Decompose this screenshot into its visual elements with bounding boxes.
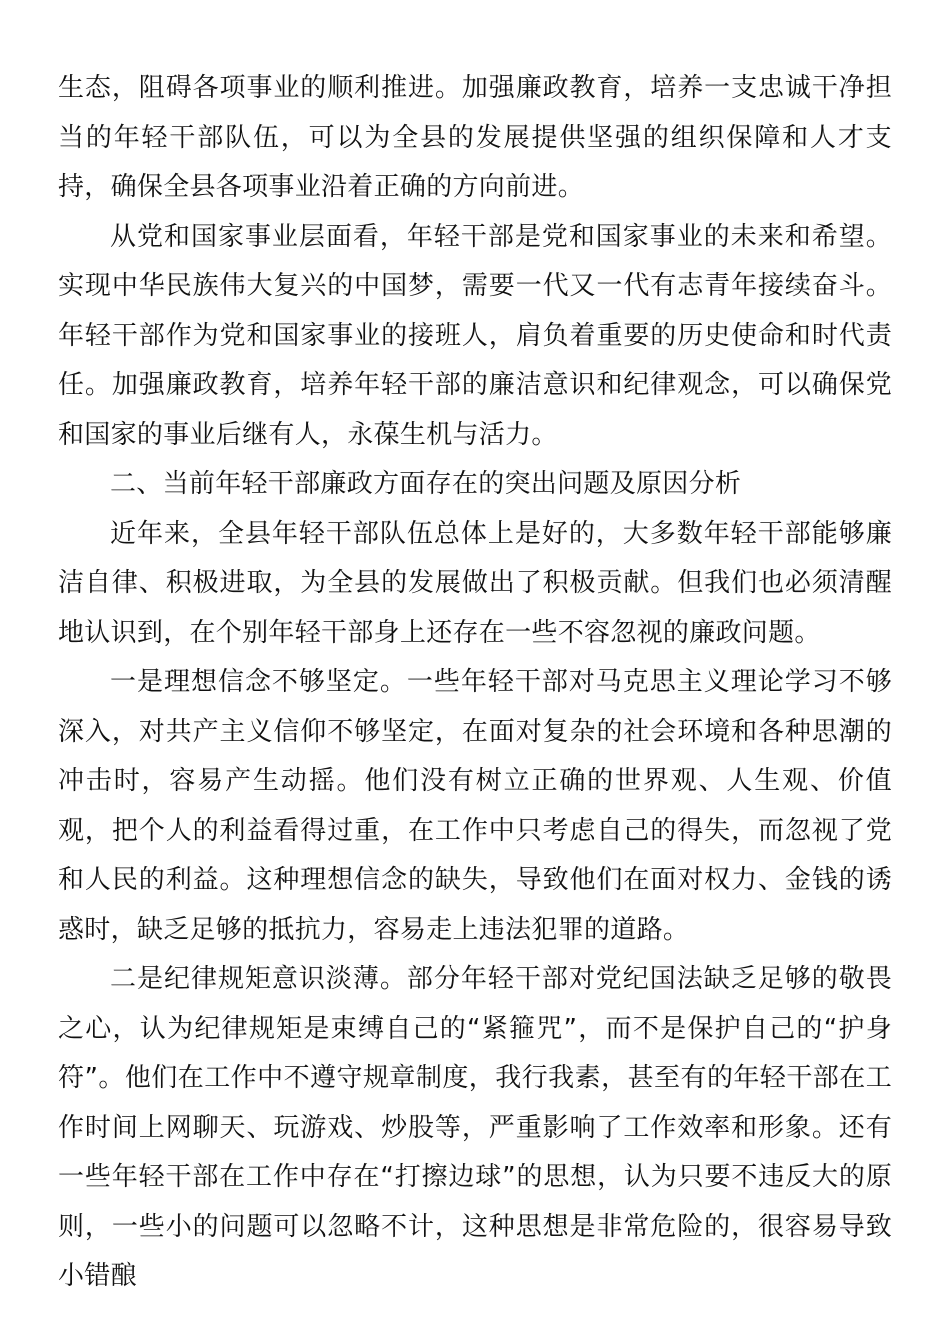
document-body <box>58 64 892 1302</box>
paragraph-discipline-awareness: 二是纪律规矩意识淡薄。部分年轻干部对党纪国法缺乏足够的敬畏之心，认为纪律规矩是束缚自己的“紧箍咒”，而不是保护自己的“护身符”。他们在工作中不遵守规章制度，我行我素，甚至有的年轻干部在工作时间上网聊天、玩游戏、炒股等，严重影响了工作效率和形象。还有一些年轻干部在工作中存在“打擦边球”的思想，认为只要不违反大的原则，一些小的问题可以忽略不计，这种思想是非常危险的，很容易导致小错酿 <box>58 964 892 1291</box>
paragraph-national-level: 从党和国家事业层面看，年轻干部是党和国家事业的未来和希望。实现中华民族伟大复兴的中国梦，需要一代又一代有志青年接续奋斗。年轻干部作为党和国家事业的接班人，肩负着重要的历史使命和时代责任。加强廉政教育，培养年轻干部的廉洁意识和纪律观念，可以确保党和国家的事业后继有人，永葆生机与活力。 <box>58 221 892 450</box>
paragraph-continuation: 生态，阻碍各项事业的顺利推进。加强廉政教育，培养一支忠诚干净担当的年轻干部队伍，可以为全县的发展提供坚强的组织保障和人才支持，确保全县各项事业沿着正确的方向前进。 <box>58 73 892 202</box>
paragraph-ideals-beliefs: 一是理想信念不够坚定。一些年轻干部对马克思主义理论学习不够深入，对共产主义信仰不够坚定，在面对复杂的社会环境和各种思潮的冲击时，容易产生动摇。他们没有树立正确的世界观、人生观、价值观，把个人的利益看得过重，在工作中只考虑自己的得失，而忽视了党和人民的利益。这种理想信念的缺失，导致他们在面对权力、金钱的诱惑时，缺乏足够的抵抗力，容易走上违法犯罪的道路。 <box>58 667 892 945</box>
paragraph-overview: 近年来，全县年轻干部队伍总体上是好的，大多数年轻干部能够廉洁自律、积极进取，为全县的发展做出了积极贡献。但我们也必须清醒地认识到，在个别年轻干部身上还存在一些不容忽视的廉政问题。 <box>58 518 892 648</box>
section-heading-problems: 二、当前年轻干部廉政方面存在的突出问题及原因分析 <box>110 469 742 499</box>
